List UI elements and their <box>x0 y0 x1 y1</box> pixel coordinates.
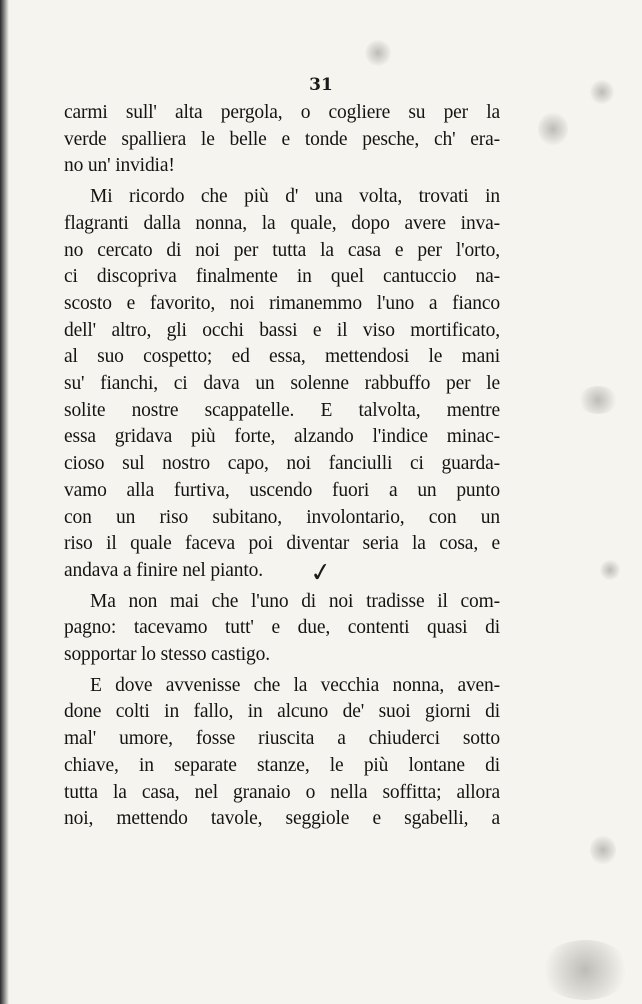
page-stain <box>365 40 391 66</box>
text-line: noi, mettendo tavole, seggiole e sgabelli, a <box>64 808 500 830</box>
text-line: chiave, in separate stanze, le più lontane di <box>64 754 500 776</box>
text-line: Ma non mai che l'uno di noi tradisse il com- <box>90 590 500 612</box>
paragraph <box>64 673 500 833</box>
page-number: 31 <box>309 75 333 95</box>
paragraph <box>64 184 500 585</box>
binding-edge <box>0 0 9 1004</box>
text-line: essa gridava più forte, alzando l'indice minac- <box>64 426 500 448</box>
text-line: flagranti dalla nonna, la quale, dopo avere inva- <box>64 212 500 234</box>
text-line: solite nostre scappatelle. E talvolta, mentre <box>64 399 500 421</box>
text-line: carmi sull' alta pergola, o cogliere su per la <box>64 102 500 123</box>
text-line: tutta la casa, nel granaio o nella soffitta; allora <box>64 781 500 803</box>
text-line: al suo cospetto; ed essa, mettendosi le mani <box>64 346 500 368</box>
text-line: andava a finire nel pianto. <box>64 559 263 581</box>
body-text <box>64 100 500 837</box>
text-line: pagno: tacevamo tutt' e due, contenti quasi di <box>64 617 500 639</box>
text-line: con un riso subitano, involontario, con un <box>64 506 500 528</box>
text-line: verde spalliera le belle e tonde pesche, ch' era- <box>64 128 500 150</box>
text-line: Mi ricordo che più d' una volta, trovati in <box>90 186 500 208</box>
text-line: cioso sul nostro capo, noi fanciulli ci guarda- <box>64 453 500 475</box>
text-line: vamo alla furtiva, uscendo fuori a un punto <box>64 479 500 501</box>
text-line: E dove avvenisse che la vecchia nonna, aven- <box>90 674 500 696</box>
text-line: mal' umore, fosse riuscita a chiuderci sotto <box>64 728 500 750</box>
page-stain <box>590 835 616 865</box>
paragraph <box>64 100 500 180</box>
paragraph <box>64 589 500 669</box>
text-line: no un' invidia! <box>64 155 175 177</box>
text-line: riso il quale faceva poi diventar seria la cosa, e <box>64 533 500 555</box>
text-line: sopportar lo stesso castigo. <box>64 644 270 666</box>
page-stain <box>538 112 568 146</box>
text-line: scosto e favorito, noi rimanemmo l'uno a fianco <box>64 292 500 314</box>
text-line: su' fianchi, ci dava un solenne rabbuffo per le <box>64 373 500 395</box>
text-line: ci discopriva finalmente in quel cantuccio na- <box>64 266 500 288</box>
page-stain <box>600 560 620 580</box>
page-stain <box>540 940 630 1000</box>
text-line: dell' altro, gli occhi bassi e il viso mortificato, <box>64 319 500 341</box>
page-stain <box>578 386 618 414</box>
text-line: no cercato di noi per tutta la casa e per l'orto, <box>64 239 500 261</box>
handwritten-check-icon: ✓ <box>308 556 334 590</box>
text-line: done colti in fallo, in alcuno de' suoi giorni di <box>64 701 500 723</box>
